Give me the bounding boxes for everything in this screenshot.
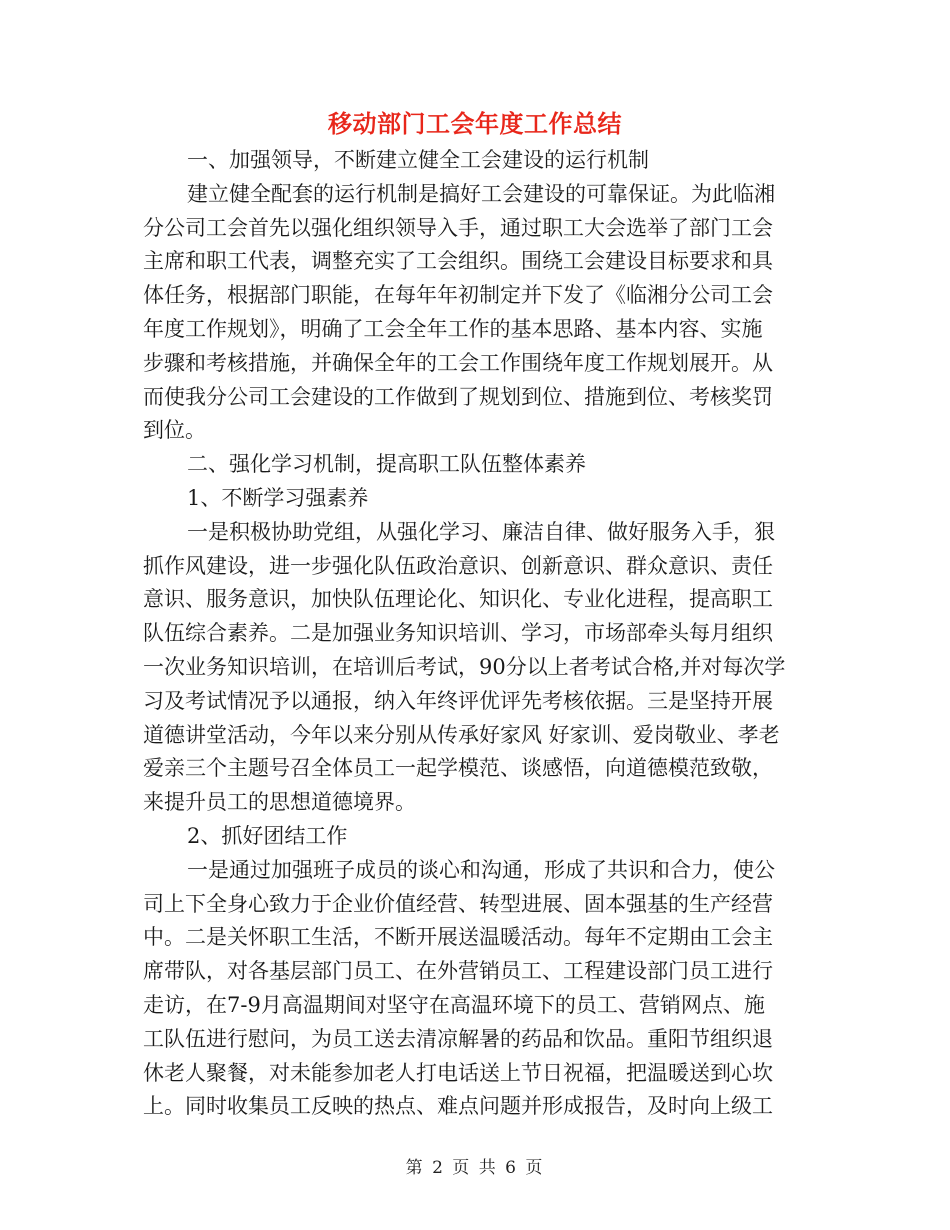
text-line: 道德讲堂活动，今年以来分别从传承好家风 好家训、爱岗敬业、孝老	[143, 722, 780, 747]
text-line: 一、加强领导，不断建立健全工会建设的运行机制	[187, 148, 649, 172]
text-line: 工队伍进行慰问，为员工送去清凉解暑的药品和饮品。重阳节组织退	[143, 1026, 773, 1051]
text-line: 司上下全身心致力于企业价值经营、转型进展、固本强基的生产经营	[143, 891, 773, 916]
document-page	[143, 106, 807, 1124]
text-line: 习及考试情况予以通报，纳入年终评优评先考核依据。三是坚持开展	[143, 688, 773, 713]
text-line: 上。同时收集员工反映的热点、难点问题并形成报告，及时向上级工	[143, 1094, 773, 1119]
text-line: 来提升员工的思想道德境界。	[143, 790, 416, 815]
text-line: 席带队，对各基层部门员工、在外营销员工、工程建设部门员工进行	[143, 959, 773, 984]
text-line: 而使我分公司工会建设的工作做到了规划到位、措施到位、考核奖罚	[143, 384, 773, 409]
text-line: 队伍综合素养。二是加强业务知识培训、学习，市场部牵头每月组织	[143, 621, 773, 646]
text-line: 步骤和考核措施，并确保全年的工会工作围绕年度工作规划展开。从	[143, 350, 773, 375]
text-line: 1、不断学习强素养	[187, 485, 369, 510]
text-line: 抓作风建设，进一步强化队伍政治意识、创新意识、群众意识、责任	[143, 553, 773, 578]
document-body	[143, 144, 807, 1124]
text-line: 2、抓好团结工作	[187, 823, 348, 848]
text-line: 分公司工会首先以强化组织领导入手，通过职工大会选举了部门工会	[143, 215, 773, 240]
text-line: 建立健全配套的运行机制是搞好工会建设的可靠保证。为此临湘	[187, 181, 775, 206]
text-line: 中。二是关怀职工生活，不断开展送温暖活动。每年不定期由工会主	[143, 925, 773, 950]
page-number-footer: 第 2 页 共 6 页	[405, 1158, 545, 1178]
text-line: 主席和职工代表，调整充实了工会组织。围绕工会建设目标要求和具	[143, 249, 773, 274]
text-line: 年度工作规划》，明确了工会全年工作的基本思路、基本内容、实施	[143, 316, 763, 341]
text-line: 爱亲三个主题号召全体员工一起学模范、谈感悟，向道德模范致敬，	[143, 756, 773, 781]
text-line: 一是通过加强班子成员的谈心和沟通，形成了共识和合力，使公	[187, 857, 775, 882]
text-line: 二、强化学习机制，提高职工队伍整体素养	[187, 452, 586, 477]
text-line: 意识、服务意识，加快队伍理论化、知识化、专业化进程，提高职工	[143, 587, 773, 612]
text-line: 休老人聚餐，对未能参加老人打电话送上节日祝福，把温暖送到心坎	[143, 1060, 773, 1085]
document-title: 移动部门工会年度工作总结	[328, 109, 622, 138]
text-line: 走访，在7-9月高温期间对坚守在高温环境下的员工、营销网点、施	[143, 992, 765, 1017]
text-line: 体任务，根据部门职能，在每年年初制定并下发了《临湘分公司工会	[143, 283, 773, 308]
text-line: 一是积极协助党组，从强化学习、廉洁自律、做好服务入手，狠	[187, 519, 775, 544]
text-line: 一次业务知识培训，在培训后考试，90分以上者考试合格,并对每次学	[143, 654, 786, 679]
text-line: 到位。	[143, 418, 206, 443]
